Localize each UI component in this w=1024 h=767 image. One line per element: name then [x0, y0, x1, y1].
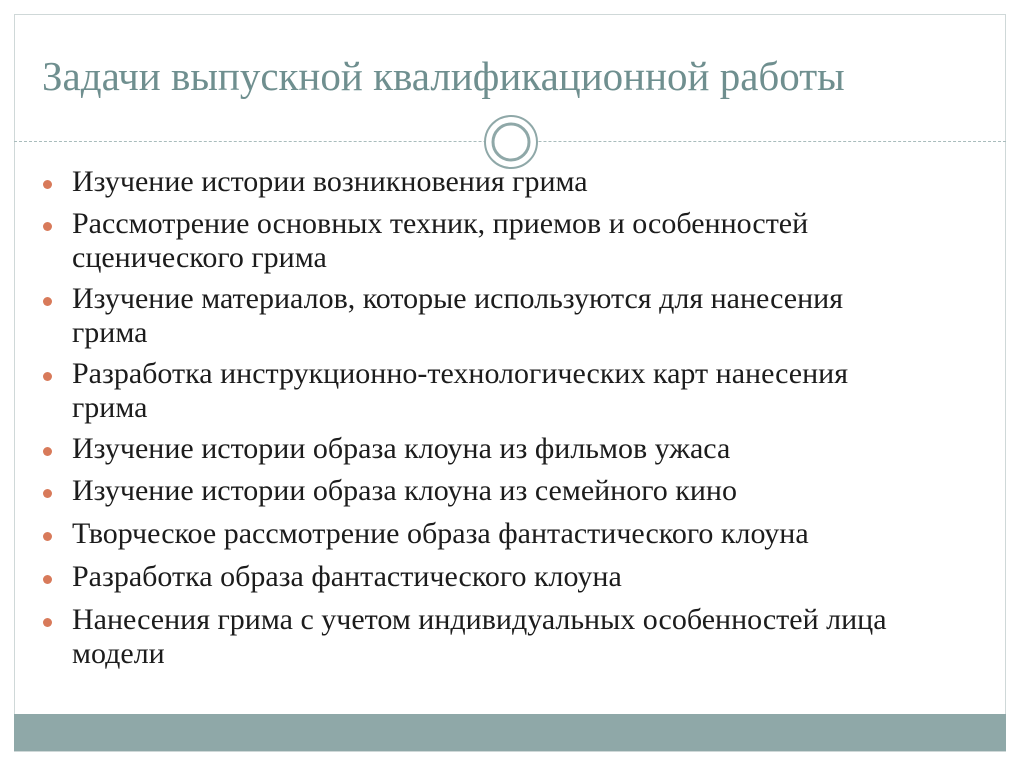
bullet-dot-4: [43, 372, 52, 381]
bullet-item-9: Нанесения грима с учетом индивидуальных особенностей лица модели: [72, 603, 887, 670]
bullet-item-5: Изучение истории образа клоуна из фильмов ужаса: [72, 432, 731, 465]
bullet-item-1: Изучение истории возникновения грима: [72, 165, 588, 198]
bullet-dot-2: [43, 222, 52, 231]
bullet-dot-7: [43, 532, 52, 541]
bullet-item-2: Рассмотрение основных техник, приемов и особенностей сценического грима: [72, 207, 809, 274]
bullet-item-7: Творческое рассмотрение образа фантастического клоуна: [72, 517, 809, 550]
bullet-dot-1: [43, 180, 52, 189]
bullet-dot-6: [43, 489, 52, 498]
bullet-item-6: Изучение истории образа клоуна из семейного кино: [72, 474, 737, 507]
bullet-item-8: Разработка образа фантастического клоуна: [72, 560, 622, 593]
bullet-dot-8: [43, 575, 52, 584]
bullet-item-3: Изучение материалов, которые используются для нанесения грима: [72, 282, 844, 349]
slide-title: Задачи выпускной квалификационной работы: [42, 53, 845, 99]
bullet-dot-5: [43, 447, 52, 456]
bullet-dot-3: [43, 297, 52, 306]
footer-bar: [14, 714, 1006, 751]
bullet-dot-9: [43, 618, 52, 627]
bullet-item-4: Разработка инструкционно-технологических карт нанесения грима: [72, 357, 849, 424]
